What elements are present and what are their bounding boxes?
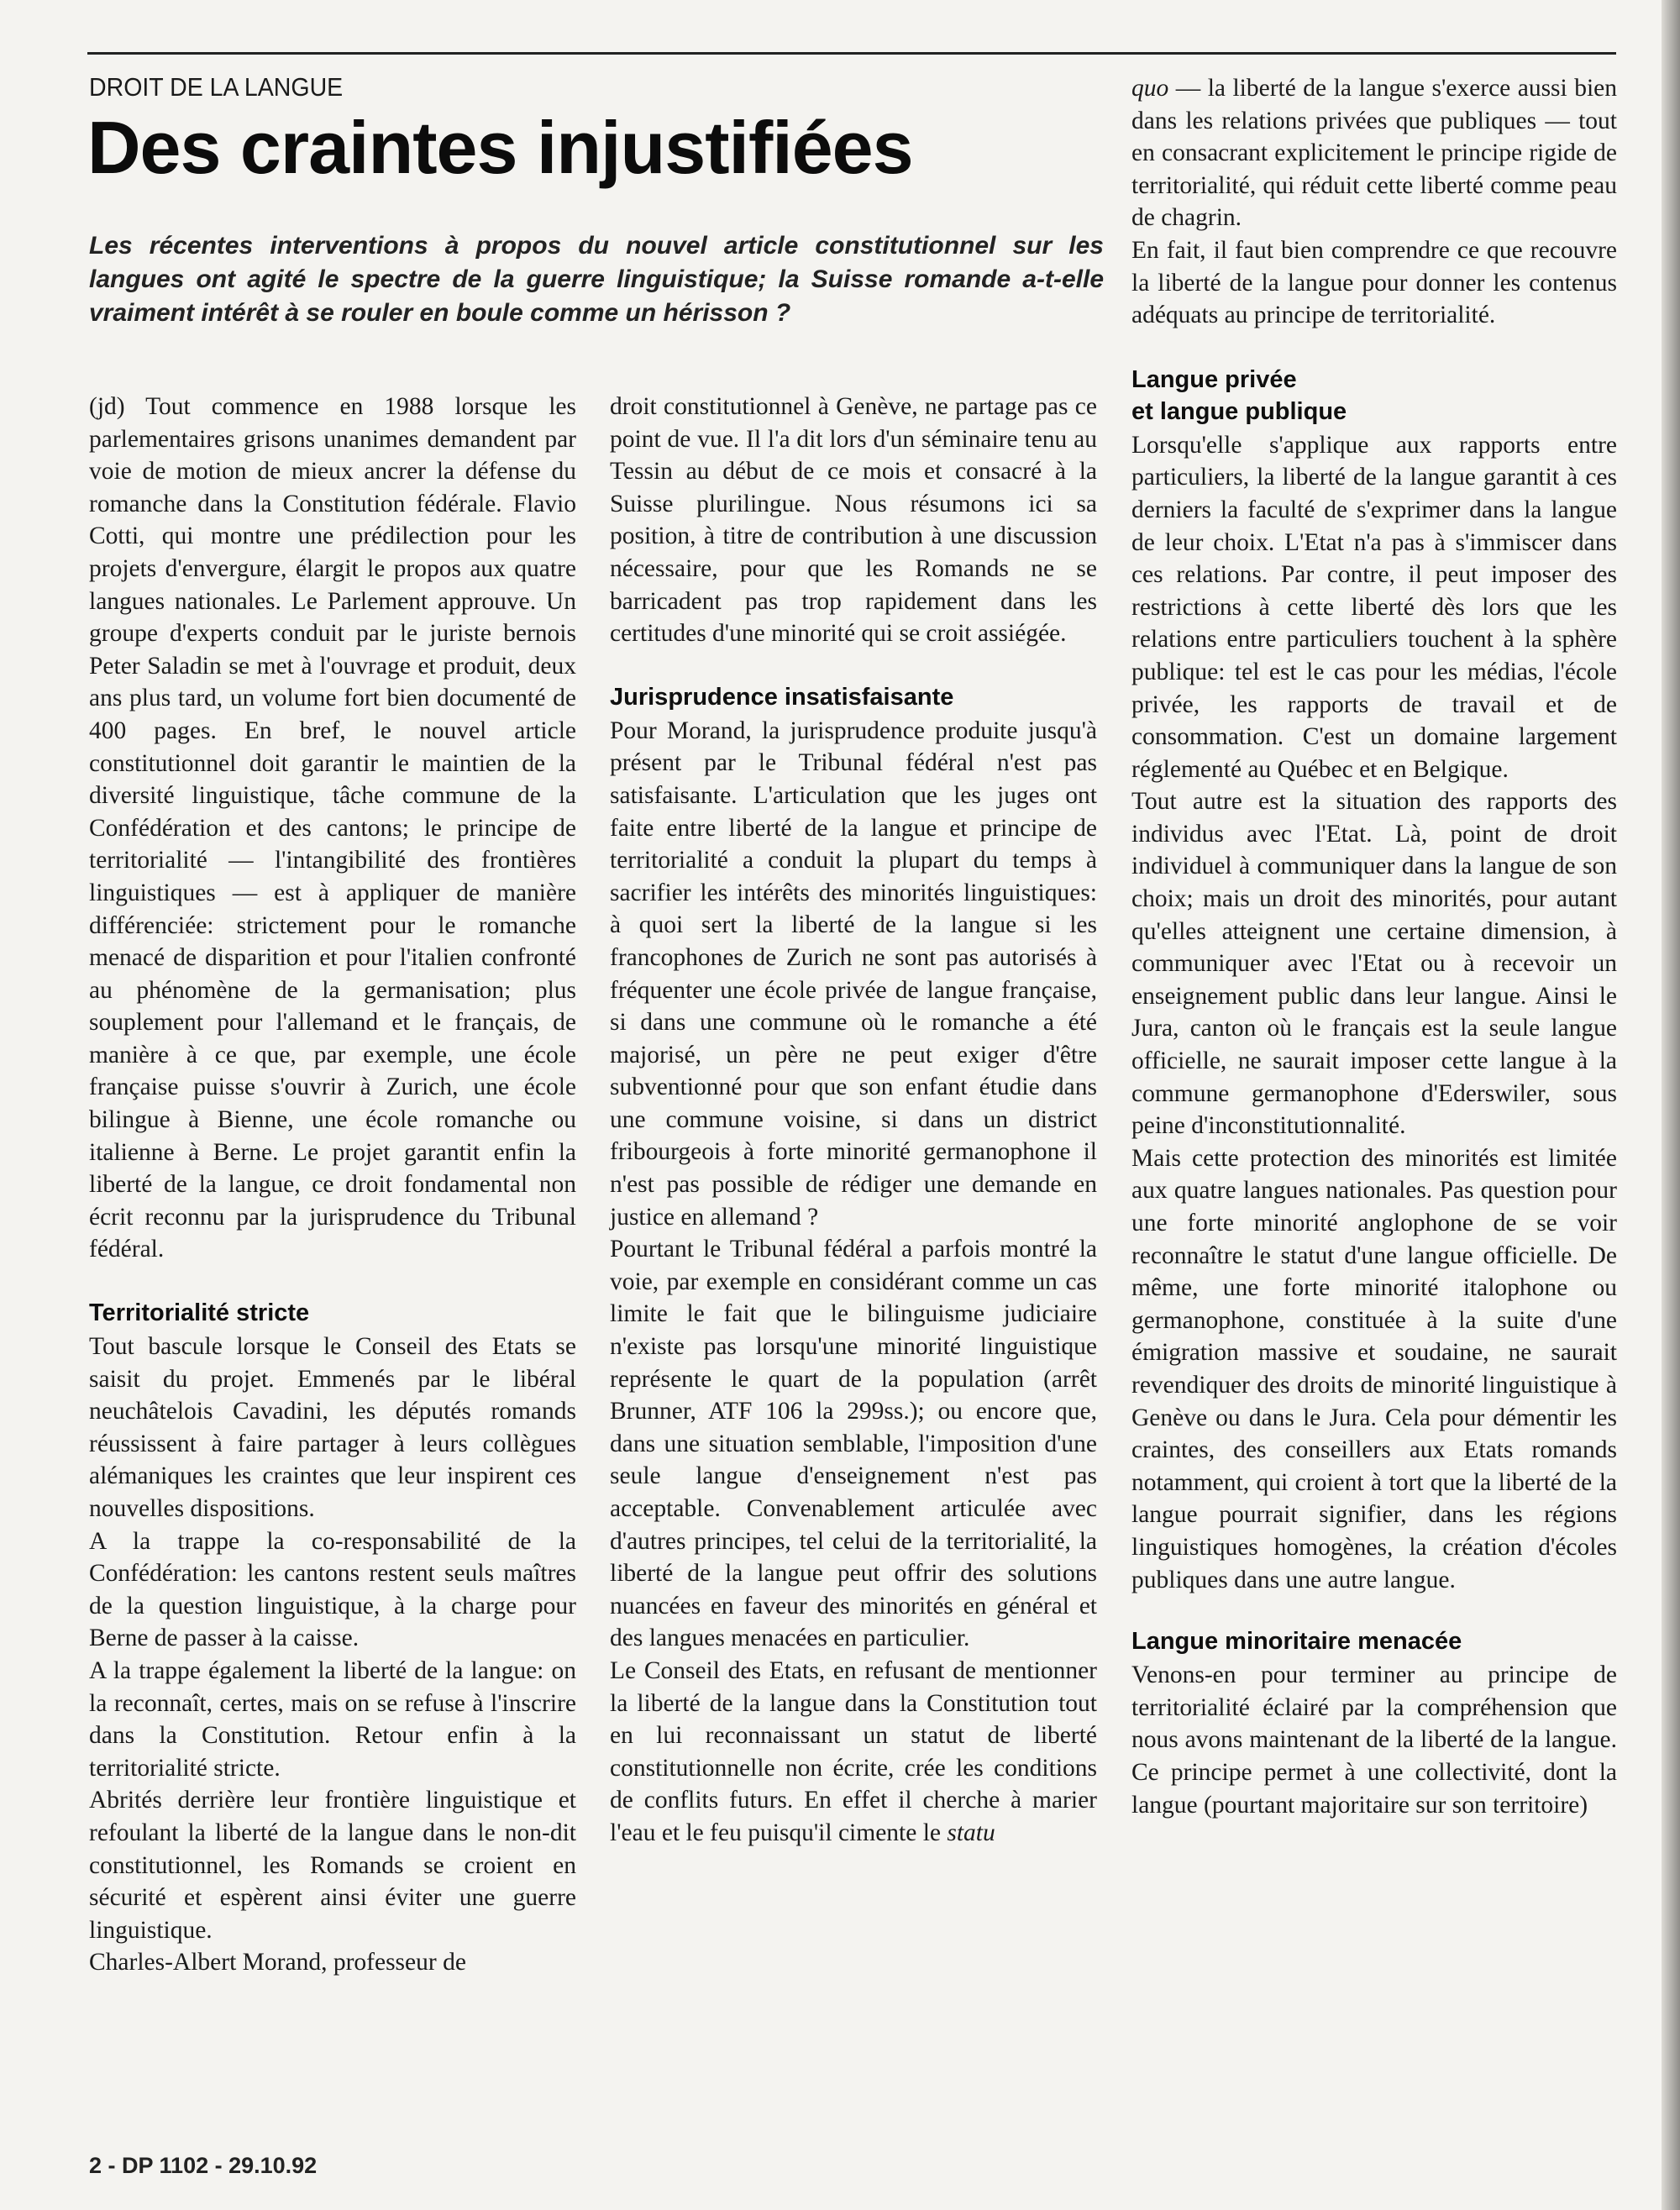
subhead-langue-minoritaire: Langue minoritaire menacée bbox=[1131, 1628, 1462, 1656]
paragraph: Pourtant le Tribunal fédéral a parfois montré la voie, par exemple en considérant comme un cas limite le fait que le bilinguisme judiciaire n'existe pas lorsqu'une minorité linguistique représente le quart de la population (arrêt Brunner, ATF 106 la 299ss.); ou encore que, dans une situation semblable, l'imposition d'une seule langue d'enseignement n'est pas acceptable. Convenablement articulée avec d'autres principes, tel celui de la territorialité, la liberté de la langue peut offrir des solutions nuancées en faveur des minorités en général et des langues menacées en particulier. bbox=[610, 1236, 1097, 1652]
subhead-territorialite: Territorialité stricte bbox=[89, 1299, 310, 1327]
italic-term: statu bbox=[947, 1819, 995, 1846]
italic-term: quo bbox=[1131, 75, 1169, 102]
paragraph-text: Le Conseil des Etats, en refusant de mentionner la liberté de la langue dans la Constitution tout en lui reconnaissant un statut de liberté constitutionnelle non écrite, crée les conditions de conflits futurs. En effet il cherche à marier l'eau et le feu puisqu'il cimente le bbox=[610, 1656, 1097, 1846]
paragraph-text: — la liberté de la langue s'exerce aussi bien dans les relations privées que publiques — tout en consacrant explicitement le principe rigide de territorialité, qui réduit cette liberté comme peau de chagrin. bbox=[1131, 75, 1617, 232]
paragraph bbox=[610, 1655, 1097, 1850]
paragraph: Venons-en pour terminer au principe de territorialité éclairé par la compréhension que nous avons maintenant de la liberté de la langue. Ce principe permet à une collectivité, dont la langue (pourtant majoritaire sur son territoire) bbox=[1131, 1661, 1617, 1819]
subhead-jurisprudence: Jurisprudence insatisfaisante bbox=[610, 683, 954, 711]
paragraph: (jd) Tout commence en 1988 lorsque les parlementaires grisons unanimes demandent par voie de motion de mieux ancrer la défense du romanche dans la Constitution fédérale. Flavio Cotti, qui montre une prédilection pour les projets d'envergure, élargit le propos aux quatre langues nationales. Le Parlement approuve. Un groupe d'experts conduit par le juriste bernois Peter Saladin se met à l'ouvrage et produit, deux ans plus tard, un volume fort bien documenté de 400 pages. En bref, le nouvel article constitutionnel doit garantir le maintien de la diversité linguistique, tâche commune de la Confédération et des cantons; le principe de territorialité — l'intangibilité des frontières linguistiques — est à appliquer de manière différenciée: strictement pour le romanche menacé de disparition et pour l'italien confronté au phénomène de la germanisation; plus souplement pour l'allemand et le français, de manière à ce que, par exemple, une école française puisse s'ouvrir à Zurich, une école bilingue à Bienne, une école romanche ou italienne à Berne. Le projet garantit enfin la liberté de la langue, ce droit fondamental non écrit reconnu par la jurisprudence du Tribunal fédéral. bbox=[89, 393, 576, 1263]
paragraph: Mais cette protection des minorités est limitée aux quatre langues nationales. Pas question pour une forte minorité anglophone de se voir reconnaître le statut d'une langue officielle. De même, une forte minorité italophone ou germanophone, constituée à la suite d'une émigration massive et soudaine, ne saurait revendiquer des droits de minorité linguistique à Genève ou dans le Jura. Cela pour démentir les craintes, des conseillers aux Etats romands notamment, qui croient à tort que la liberté de la langue pourrait signifier, dans les régions linguistiques homogènes, la création d'écoles publiques dans une autre langue. bbox=[1131, 1144, 1617, 1593]
section-kicker: DROIT DE LA LANGUE bbox=[89, 72, 344, 102]
paragraph: Tout autre est la situation des rapports des individus avec l'Etat. Là, point de droit individuel à communiquer dans la langue de son choix; mais un droit des minorités, pour autant qu'elles atteignent une certaine dimension, à communiquer avec l'Etat ou à recevoir un enseignement public dans leur langue. Ainsi le Jura, canton où le français est la seule langue officielle, ne saurait imposer cette langue à la commune germanophone d'Ederswiler, sous peine d'inconstitutionnalité. bbox=[1131, 788, 1617, 1140]
subhead-line: et langue publique bbox=[1131, 397, 1347, 425]
top-rule bbox=[87, 52, 1616, 55]
paragraph bbox=[1131, 72, 1617, 234]
paragraph: A la trappe la co-responsabilité de la Confédération: les cantons restent seuls maîtres de la question linguistique, à la charge pour Berne de passer à la caisse. bbox=[89, 1527, 576, 1652]
paragraph: En fait, il faut bien comprendre ce que recouvre la liberté de la langue pour donner les contenus adéquats au principe de territorialité. bbox=[1131, 236, 1617, 329]
page-edge-shadow bbox=[1662, 0, 1680, 2210]
subhead-langue-privee bbox=[1131, 364, 1617, 428]
paragraph: Abrités derrière leur frontière linguistique et refoulant la liberté de la langue dans le non-dit constitutionnel, les Romands se croient en sécurité et espèrent ainsi éviter une guerre linguistique. bbox=[89, 1787, 576, 1944]
paragraph: Charles-Albert Morand, professeur de bbox=[89, 1949, 466, 1976]
column-2 bbox=[610, 391, 1097, 1850]
paragraph: Tout bascule lorsque le Conseil des Etats se saisit du projet. Emmenés par le libéral neuchâtelois Cavadini, les députés romands réussissent à faire partager à leurs collègues alémaniques les craintes que leur inspirent ces nouvelles dispositions. bbox=[89, 1333, 576, 1522]
subhead-line: Langue privée bbox=[1131, 365, 1297, 393]
paragraph: A la trappe également la liberté de la langue: on la reconnaît, certes, mais on se refuse à l'inscrire dans la Constitution. Retour enfin à la territorialité stricte. bbox=[89, 1656, 576, 1782]
article-headline: Des craintes injustifiées bbox=[87, 106, 913, 189]
page-folio: 2 - DP 1102 - 29.10.92 bbox=[89, 2153, 318, 2178]
paragraph: Lorsqu'elle s'applique aux rapports entre particuliers, la liberté de la langue garantit à ces derniers la faculté de s'exprimer dans la langue de leur choix. L'Etat n'a pas à s'immiscer dans ces relations. Par contre, il peut imposer des restrictions à cette liberté dès lors que les relations entre particuliers touchent à la sphère publique: tel est le cas pour les médias, l'école privée, les rapports de travail et de consommation. C'est un domaine largement réglementé au Québec et en Belgique. bbox=[1131, 431, 1617, 783]
column-3 bbox=[1131, 72, 1617, 1821]
article-lede: Les récentes interventions à propos du nouvel article constitutionnel sur les langues ont agité le spectre de la guerre linguistique; la Suisse romande a-t-elle vraiment intérêt à se rouler en boule comme un hérisson ? bbox=[89, 232, 1104, 327]
paragraph: Pour Morand, la jurisprudence produite jusqu'à présent par le Tribunal fédéral n'est pas satisfaisante. L'articulation que les juges ont faite entre liberté de la langue et principe de territorialité a conduit la plupart du temps à sacrifier les intérêts des minorités linguistiques: à quoi sert la liberté de la langue si les francophones de Zurich ne sont pas autorisés à fréquenter une école privée de langue française, si dans une commune où le romanche a été majorisé, un père ne peut exiger d'être subventionné pour que son enfant étudie dans une commune voisine, si dans un district fribourgeois à forte minorité germanophone il n'est pas possible de rédiger une demande en justice en allemand ? bbox=[610, 717, 1097, 1231]
column-1 bbox=[89, 391, 576, 1979]
paragraph: droit constitutionnel à Genève, ne partage pas ce point de vue. Il l'a dit lors d'un séminaire tenu au Tessin au début de ce mois et consacré à la Suisse plurilingue. Nous résumons ici sa position, à titre de contribution à une discussion nécessaire, pour que les Romands ne se barricadent pas trop rapidement dans les certitudes d'une minorité qui se croit assiégée. bbox=[610, 393, 1097, 648]
